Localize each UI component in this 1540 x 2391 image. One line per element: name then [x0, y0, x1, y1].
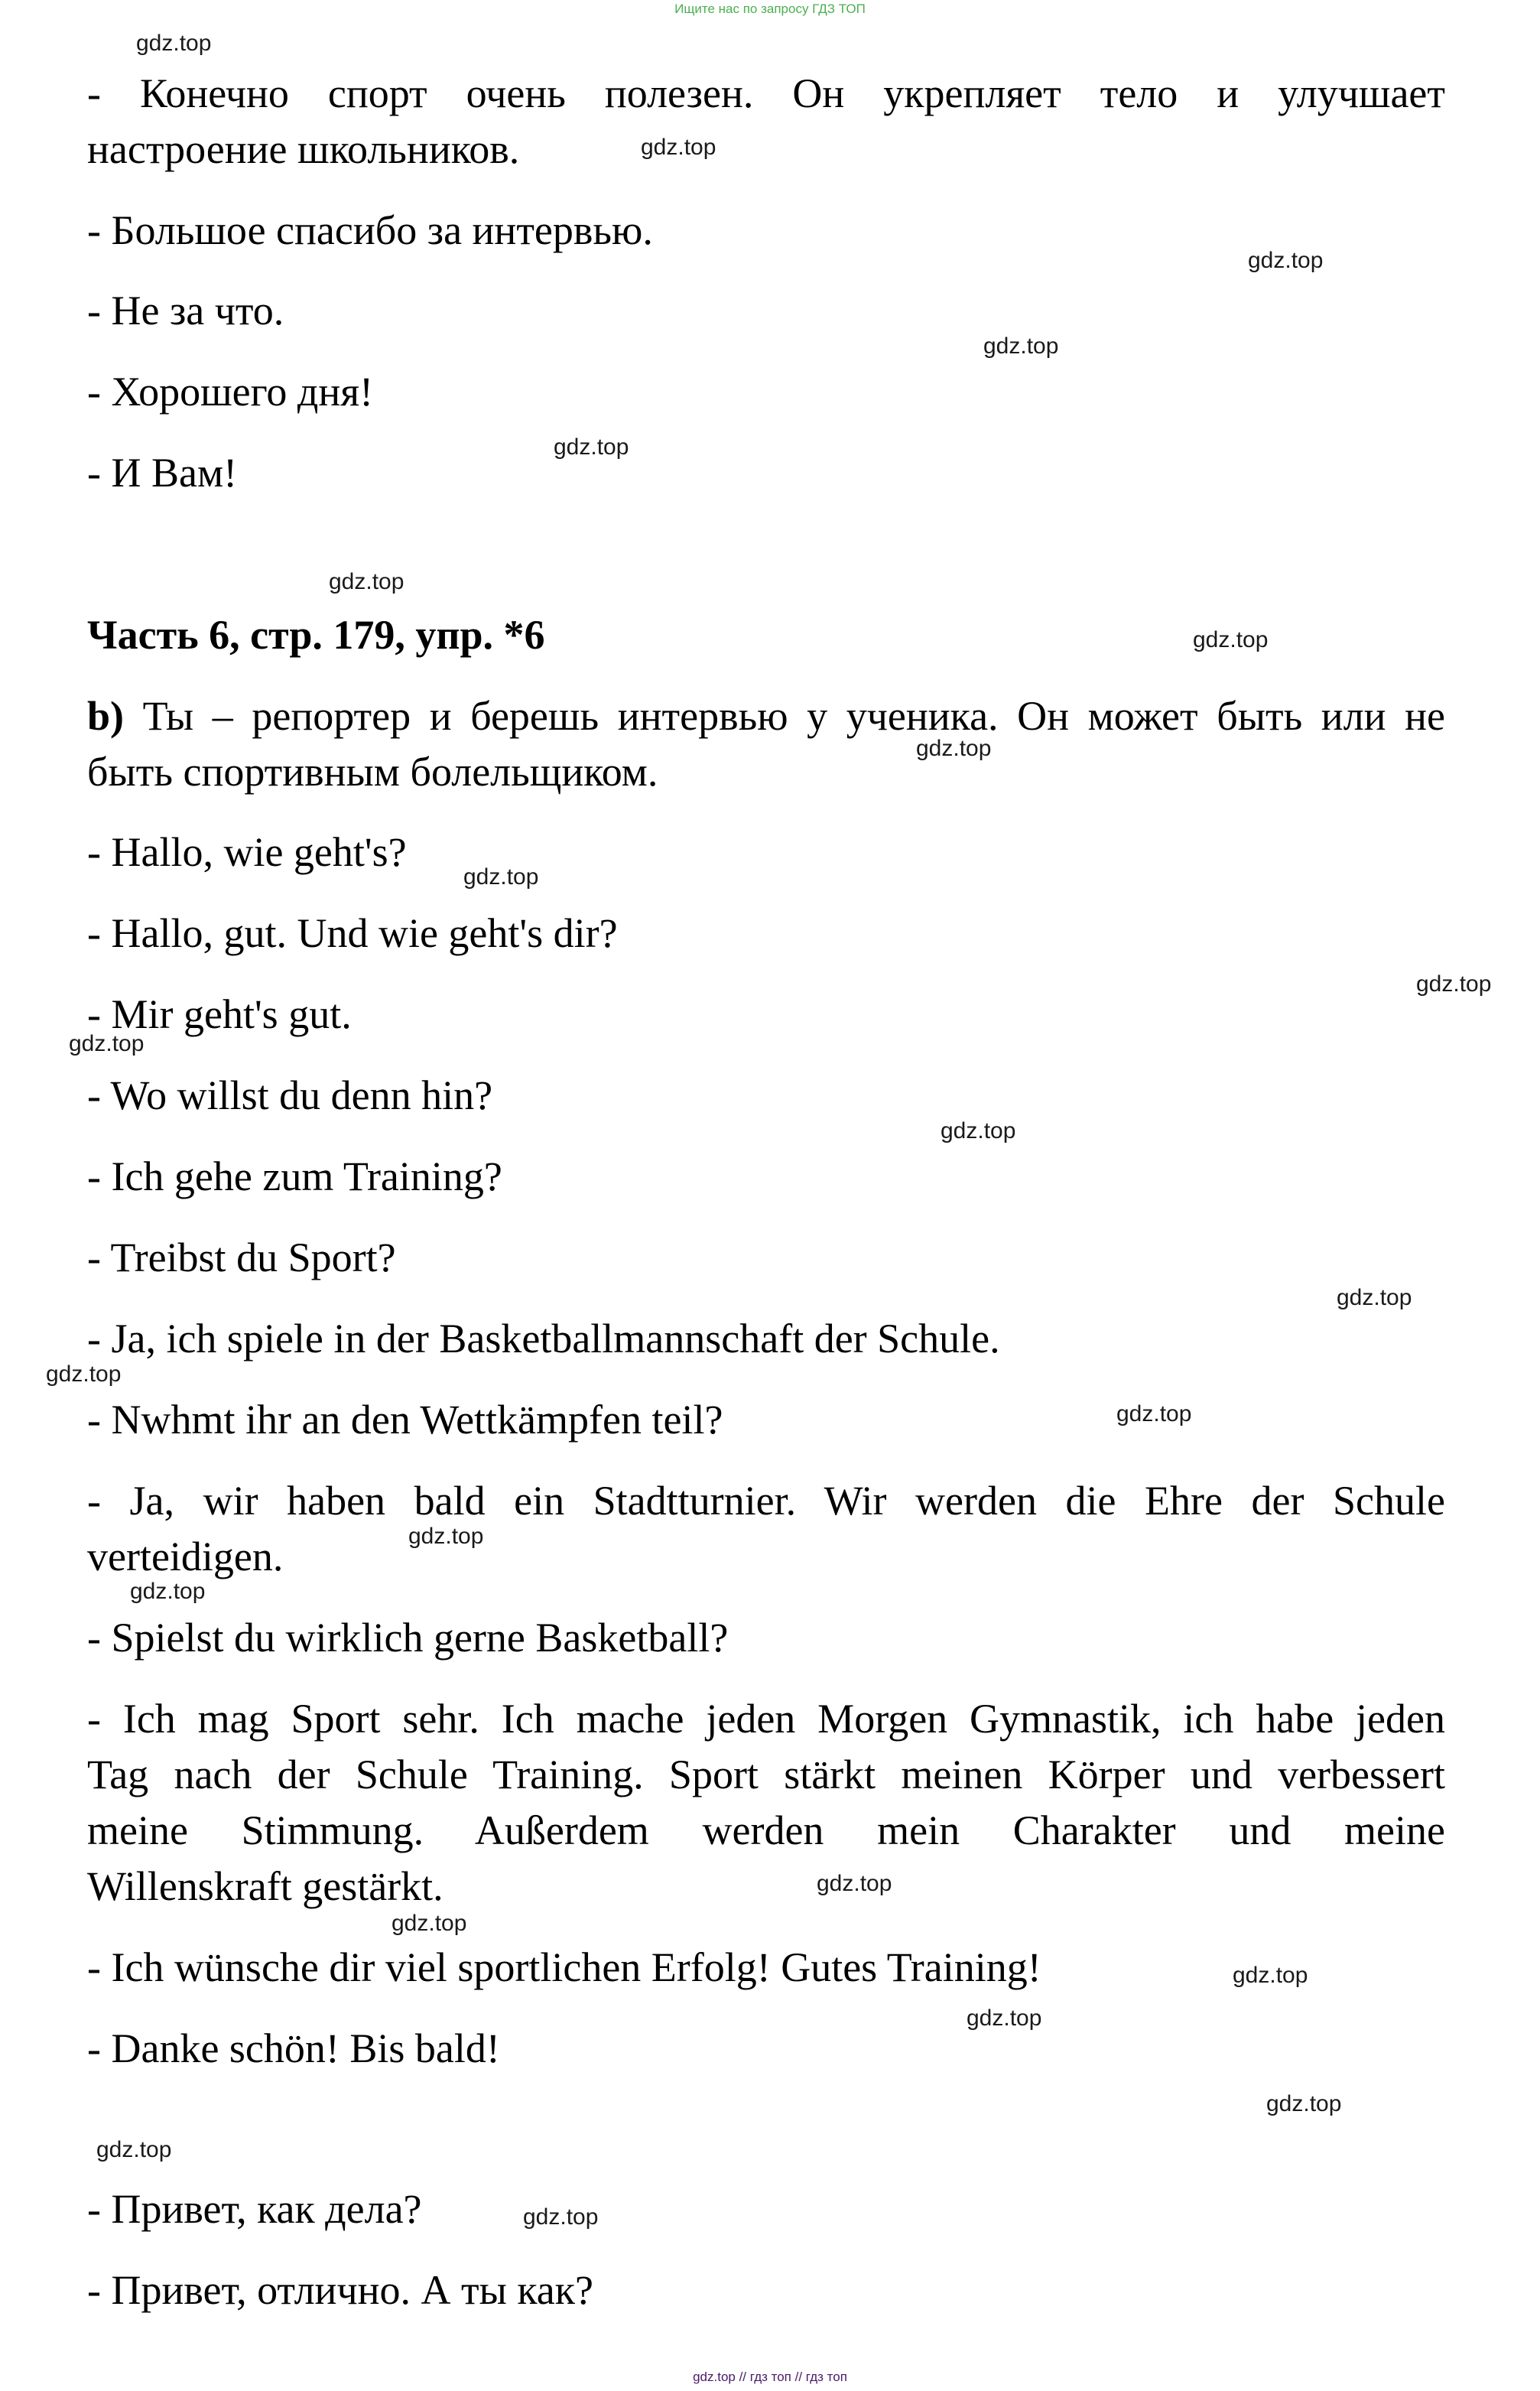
watermark: gdz.top	[941, 1118, 1016, 1143]
watermark: gdz.top	[136, 31, 212, 56]
watermark: gdz.top	[1233, 1963, 1308, 1988]
task-text: Ты – репортер и берешь интервью у ученика. Он может быть или не	[124, 693, 1445, 739]
text-line: - И Вам!	[87, 450, 238, 496]
watermark: gdz.top	[554, 434, 629, 460]
dialogue-line: - Привет, как дела?	[87, 2186, 422, 2232]
task-label: b)	[87, 693, 125, 739]
dialogue-line: verteidigen.	[87, 1534, 284, 1579]
dialogue-line: - Wo willst du denn hin?	[87, 1072, 493, 1118]
dialogue-line: - Nwhmt ihr an den Wettkämpfen teil?	[87, 1397, 723, 1443]
dialogue-line: - Ich mag Sport sehr. Ich mache jeden Morgen Gymnastik, ich habe jeden	[87, 1696, 1445, 1742]
dialogue-line: Tag nach der Schule Training. Sport stärkt meinen Körper und verbessert	[87, 1752, 1445, 1797]
task-line	[87, 688, 1445, 744]
watermark: gdz.top	[329, 569, 404, 594]
section-heading: Часть 6, стр. 179, упр. *6	[87, 612, 545, 658]
watermark: gdz.top	[96, 2137, 172, 2162]
watermark: gdz.top	[69, 1031, 145, 1056]
watermark: gdz.top	[1416, 971, 1492, 997]
watermark: gdz.top	[463, 864, 539, 890]
watermark: gdz.top	[983, 333, 1059, 359]
dialogue-line: - Ich gehe zum Training?	[87, 1153, 502, 1199]
header-note[interactable]: Ищите нас по запросу ГДЗ ТОП	[674, 2, 866, 16]
watermark: gdz.top	[130, 1579, 206, 1604]
watermark: gdz.top	[916, 736, 992, 761]
watermark: gdz.top	[408, 1524, 484, 1549]
watermark: gdz.top	[967, 2006, 1042, 2031]
text-line: - Конечно спорт очень полезен. Он укрепляет тело и улучшает	[87, 70, 1445, 116]
dialogue-line: - Treibst du Sport?	[87, 1235, 396, 1280]
watermark: gdz.top	[1337, 1285, 1412, 1310]
dialogue-line: - Ich wünsche dir viel sportlichen Erfolg! Gutes Training!	[87, 1944, 1041, 1990]
watermark: gdz.top	[1193, 627, 1269, 652]
watermark: gdz.top	[523, 2204, 599, 2230]
dialogue-line: - Ja, wir haben bald ein Stadtturnier. Wir werden die Ehre der Schule	[87, 1478, 1445, 1524]
dialogue-line: - Danke schön! Bis bald!	[87, 2025, 500, 2071]
dialogue-line: - Hallo, gut. Und wie geht's dir?	[87, 910, 618, 956]
text-line: - Не за что.	[87, 288, 284, 333]
footer-note[interactable]: gdz.top // гдз топ // гдз топ	[693, 2370, 847, 2384]
dialogue-line: meine Stimmung. Außerdem werden mein Charakter und meine	[87, 1807, 1445, 1853]
dialogue-line: Willenskraft gestärkt.	[87, 1863, 443, 1909]
watermark: gdz.top	[817, 1871, 892, 1896]
text-line: настроение школьников.	[87, 126, 520, 172]
dialogue-line: - Mir geht's gut.	[87, 991, 352, 1037]
task-line: быть спортивным болельщиком.	[87, 749, 658, 795]
watermark: gdz.top	[46, 1361, 122, 1387]
watermark: gdz.top	[1248, 248, 1324, 273]
watermark: gdz.top	[1116, 1401, 1192, 1426]
dialogue-line: - Hallo, wie geht's?	[87, 829, 407, 875]
dialogue-line: - Привет, отлично. А ты как?	[87, 2267, 593, 2313]
dialogue-line: - Ja, ich spiele in der Basketballmannschaft der Schule.	[87, 1316, 1000, 1361]
watermark: gdz.top	[391, 1911, 467, 1936]
text-line: - Хорошего дня!	[87, 369, 374, 415]
watermark: gdz.top	[641, 135, 716, 160]
dialogue-line: - Spielst du wirklich gerne Basketball?	[87, 1615, 729, 1661]
watermark: gdz.top	[1266, 2091, 1342, 2116]
text-line: - Большое спасибо за интервью.	[87, 207, 653, 253]
